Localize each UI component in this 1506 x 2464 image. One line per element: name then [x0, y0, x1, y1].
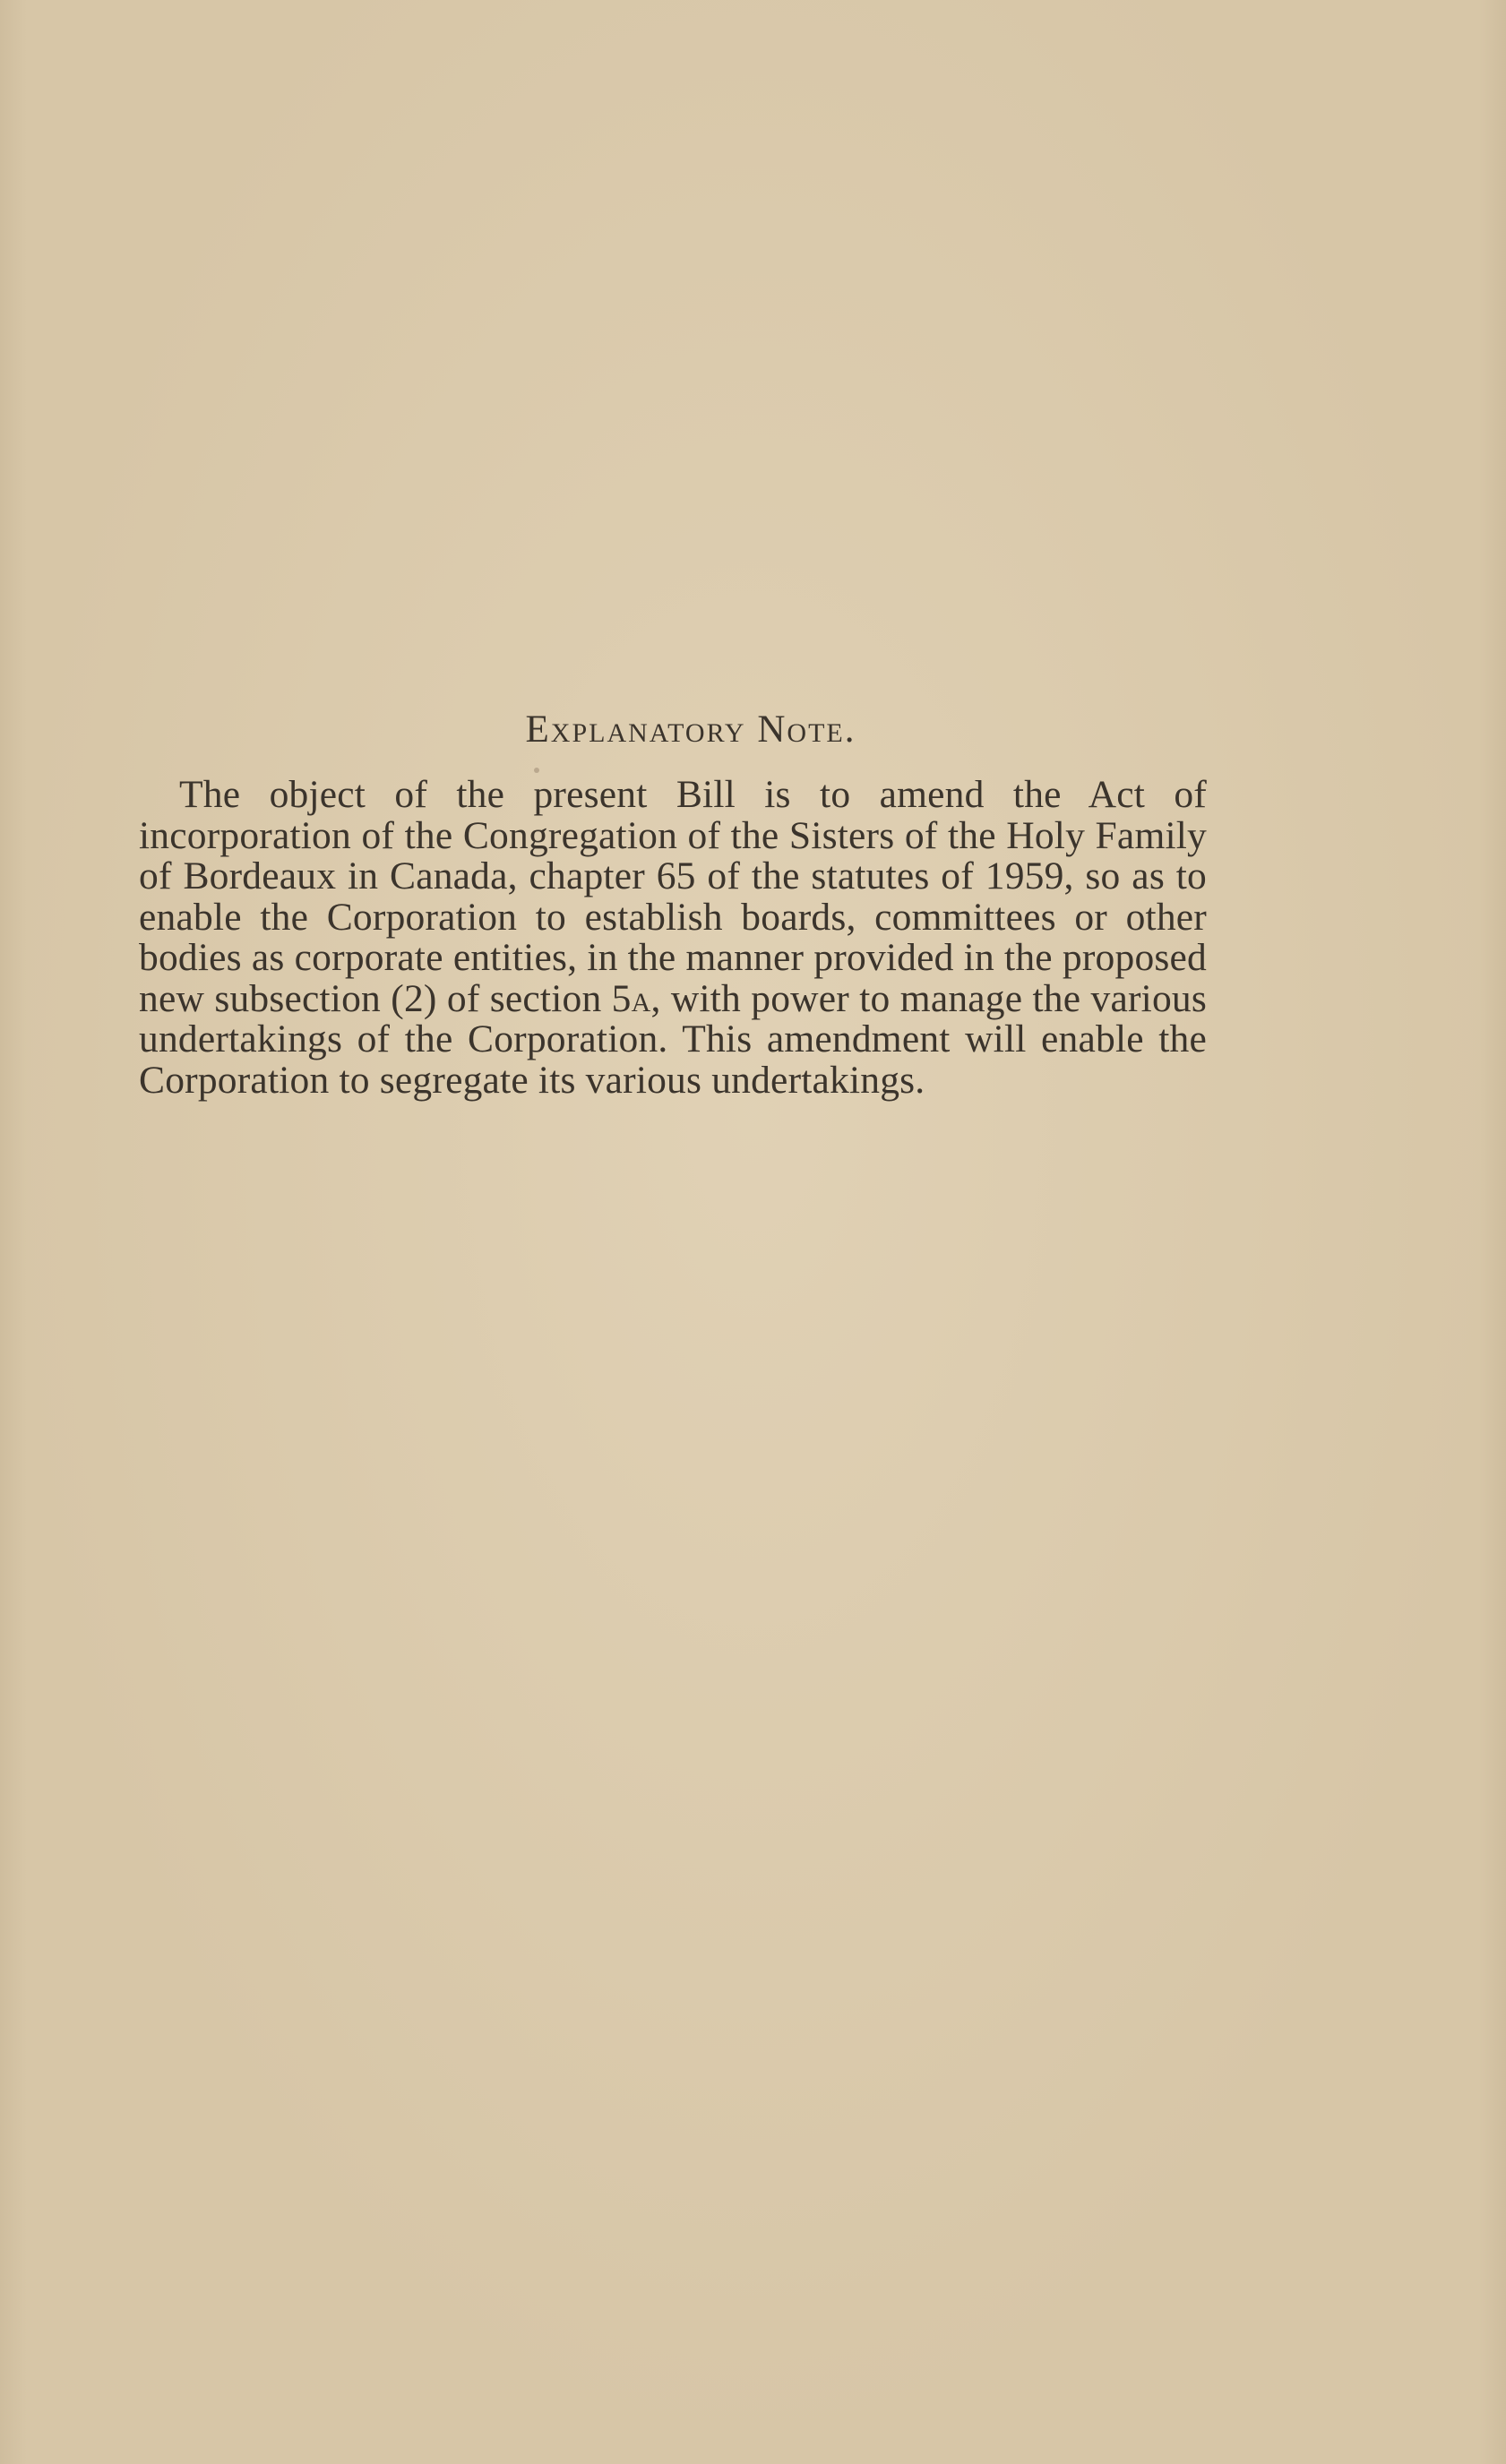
- paragraph-text-part1: The object of the present Bill is to amend the Act of incorporation of the Congregation of the Sisters of the Holy Family of Bordeaux in Canada, chapter 65 of the statutes of 1959, so as to enable the Corporation to establish boards, committees or other bodies as corporate entities, in the manner provided in the proposed new subsection (2) of section 5: [139, 773, 1207, 1020]
- section-letter: a: [631, 976, 651, 1020]
- note-paragraph: [139, 775, 1207, 1101]
- explanatory-note: [139, 708, 1207, 1101]
- paragraph-text-part2: , with power to manage the various undertakings of the Corporation. This amendment will enable the Corporation to segregate its various undertakings.: [139, 976, 1207, 1102]
- note-heading: Explanatory Note.: [525, 708, 856, 751]
